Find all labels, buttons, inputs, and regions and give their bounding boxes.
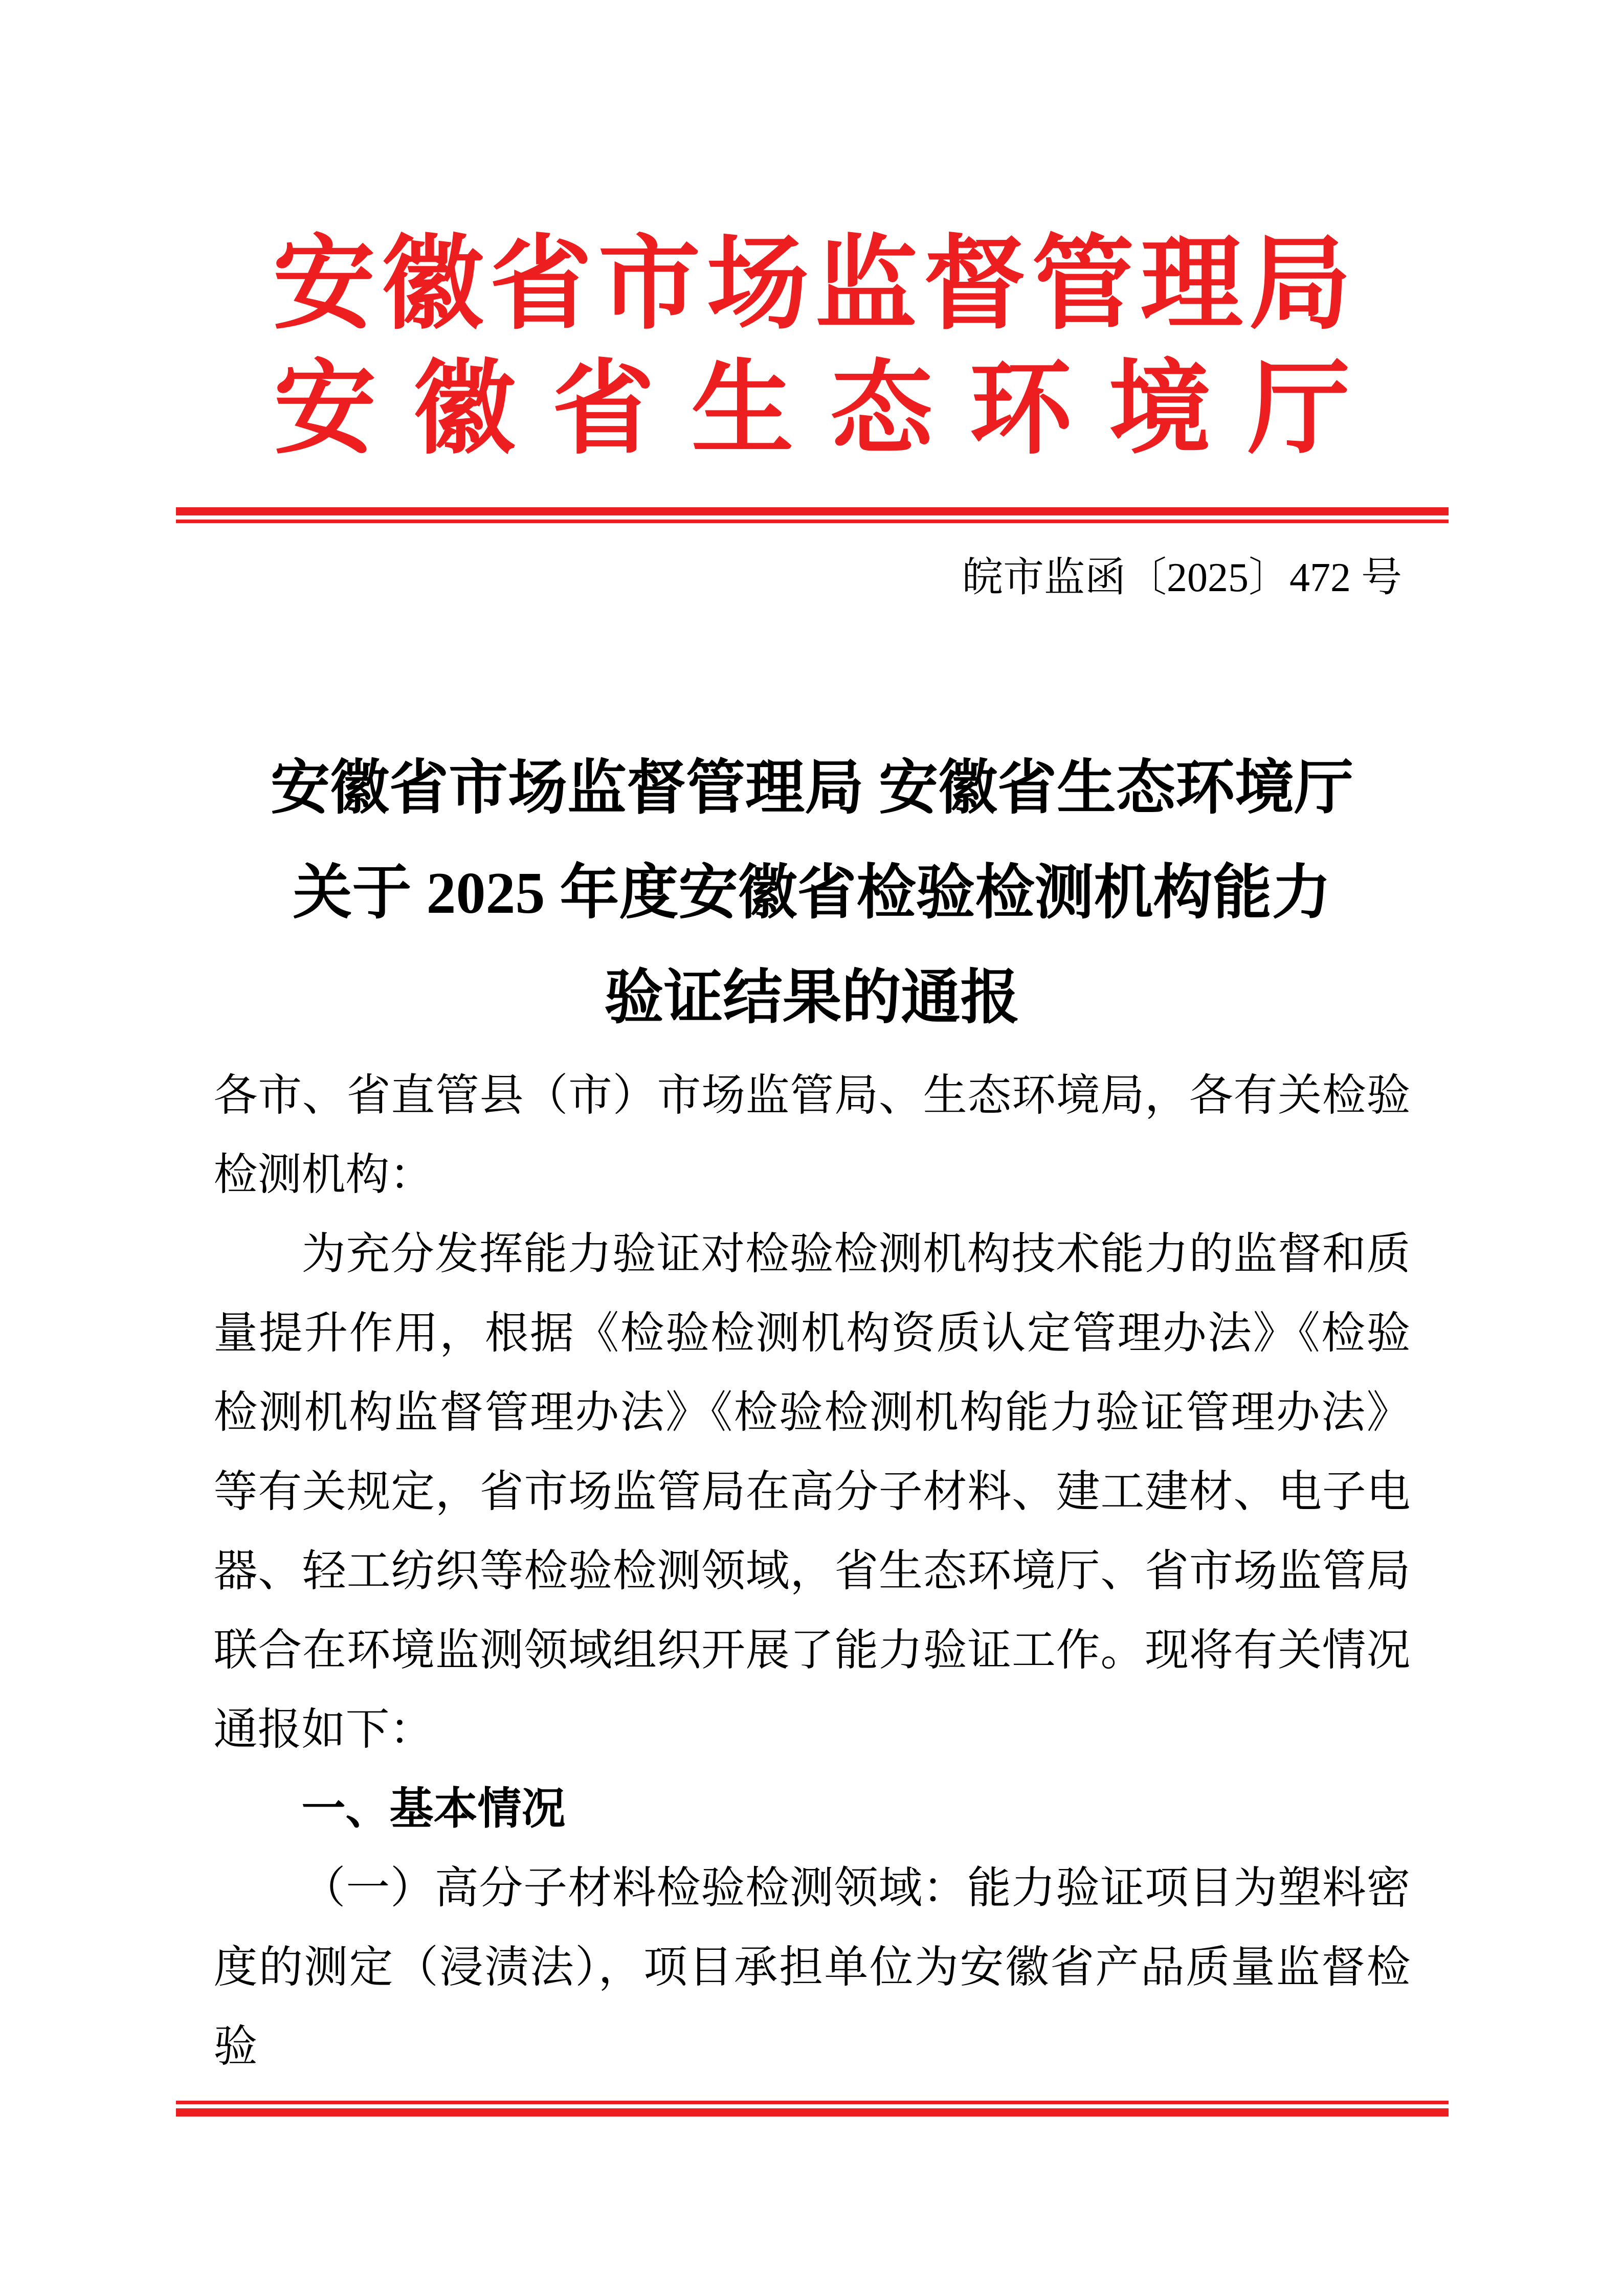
salutation: 各市、省直管县（市）市场监管局、生态环境局，各有关检验检测机构： — [213, 1071, 1411, 1199]
document-body — [214, 1056, 1411, 2086]
document-reference-number: 皖市监函〔2025〕472 号 — [962, 555, 1402, 600]
red-letterhead — [0, 0, 1624, 470]
document-title-line-2: 关于 2025 年度安徽省检验检测机构能力 — [293, 861, 1331, 926]
footer-rule-thick — [176, 2108, 1449, 2117]
letterhead-org-2: 安徽省生态环境厅 — [274, 353, 1387, 466]
letterhead-org-1: 安徽省市场监督管理局 — [273, 229, 1358, 342]
header-double-rule — [176, 507, 1449, 523]
header-rule-gap — [176, 515, 1449, 520]
footer-rule-thin — [176, 2101, 1449, 2104]
footer-rule-gap — [176, 2104, 1449, 2108]
header-rule-thin — [176, 520, 1449, 523]
document-title-line-1: 安徽省市场监督管理局 安徽省生态环境厅 — [271, 756, 1353, 821]
section-heading-1: 一、基本情况 — [301, 1784, 566, 1833]
document-title-line-3: 验证结果的通报 — [604, 965, 1020, 1031]
footer-double-rule — [176, 2101, 1449, 2117]
header-rule-thick — [176, 507, 1449, 515]
document-title — [0, 736, 1624, 1051]
body-paragraph-1: 为充分发挥能力验证对检验检测机构技术能力的监督和质量提升作用，根据《检验检测机构资质认定管理办法》《检验检测机构监督管理办法》《检验检测机构能力验证管理办法》等有关规定，省市场监管局在高分子材料、建工建材、电子电器、轻工纺织等检验检测领域，省生态环境厅、省市场监管局联合在环境监测领域组织开展了能力验证工作。现将有关情况通报如下： — [213, 1229, 1411, 1754]
body-paragraph-2: （一）高分子材料检验检测领域：能力验证项目为塑料密度的测定（浸渍法），项目承担单位为安徽省产品质量监督检验 — [213, 1863, 1411, 2071]
